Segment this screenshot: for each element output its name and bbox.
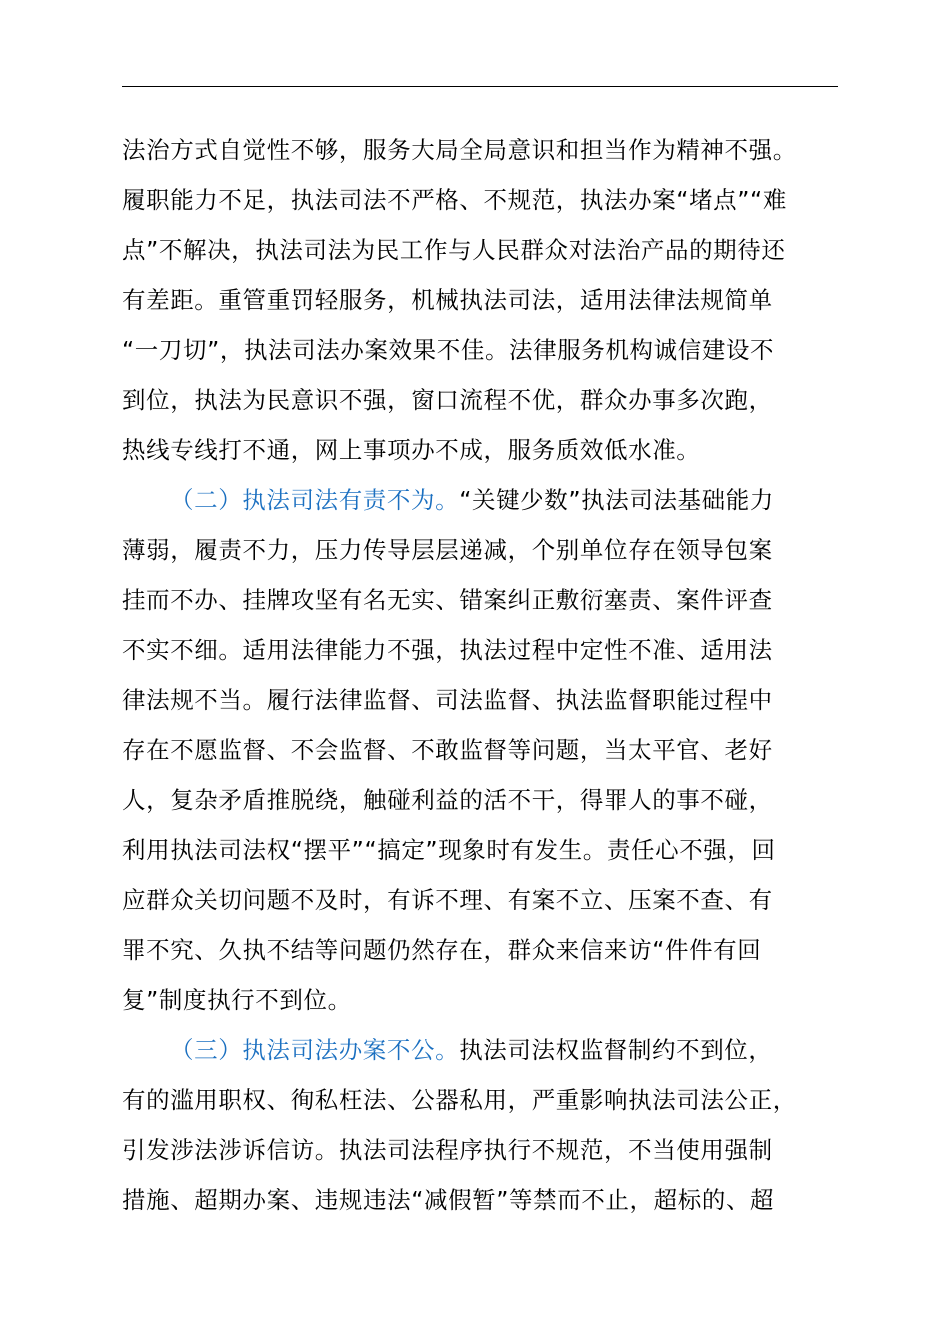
text-line: 法治方式自觉性不够，服务大局全局意识和担当作为精神不强。 [122, 136, 797, 164]
text-line: 复”制度执行不到位。 [122, 986, 352, 1014]
header-rule [122, 86, 838, 87]
text-line: 薄弱，履责不力，压力传导层层递减，个别单位存在领导包案 [122, 536, 773, 564]
document-body [122, 125, 862, 1225]
section-3-first-line-text: 执法司法权监督制约不到位， [459, 1036, 773, 1064]
section-2-heading: （二）执法司法有责不为。 [170, 486, 460, 514]
section-3-first-line [122, 1025, 862, 1075]
text-line: 点”不解决，执法司法为民工作与人民群众对法治产品的期待还 [122, 236, 786, 264]
section-2-first-line [122, 475, 862, 525]
section-2-first-line-text: “关键少数”执法司法基础能力 [459, 486, 774, 514]
text-line: 热线专线打不通，网上事项办不成，服务质效低水准。 [122, 436, 701, 464]
text-line: 人，复杂矛盾推脱绕，触碰利益的活不干，得罪人的事不碰， [122, 786, 773, 814]
text-line: 有的滥用职权、徇私枉法、公器私用，严重影响执法司法公正， [122, 1086, 797, 1114]
section-3-heading: （三）执法司法办案不公。 [170, 1036, 460, 1064]
text-line: “一刀切”，执法司法办案效果不佳。法律服务机构诚信建设不 [122, 336, 775, 364]
text-line: 不实不细。适用法律能力不强，执法过程中定性不准、适用法 [122, 636, 773, 664]
text-line: 挂而不办、挂牌攻坚有名无实、错案纠正敷衍塞责、案件评查 [122, 586, 773, 614]
text-line: 罪不究、久执不结等问题仍然存在，群众来信来访“件件有回 [122, 936, 762, 964]
text-line: 到位，执法为民意识不强，窗口流程不优，群众办事多次跑， [122, 386, 773, 414]
text-line: 引发涉法涉诉信访。执法司法程序执行不规范，不当使用强制 [122, 1136, 773, 1164]
text-line: 有差距。重管重罚轻服务，机械执法司法，适用法律法规简单 [122, 286, 773, 314]
text-line: 履职能力不足，执法司法不严格、不规范，执法办案“堵点”“难 [122, 186, 787, 214]
text-line: 利用执法司法权“摆平”“搞定”现象时有发生。责任心不强，回 [122, 836, 776, 864]
text-line: 存在不愿监督、不会监督、不敢监督等问题，当太平官、老好 [122, 736, 773, 764]
text-line: 应群众关切问题不及时，有诉不理、有案不立、压案不查、有 [122, 886, 773, 914]
text-line: 措施、超期办案、违规违法“减假暂”等禁而不止，超标的、超 [122, 1186, 775, 1214]
text-line: 律法规不当。履行法律监督、司法监督、执法监督职能过程中 [122, 686, 773, 714]
